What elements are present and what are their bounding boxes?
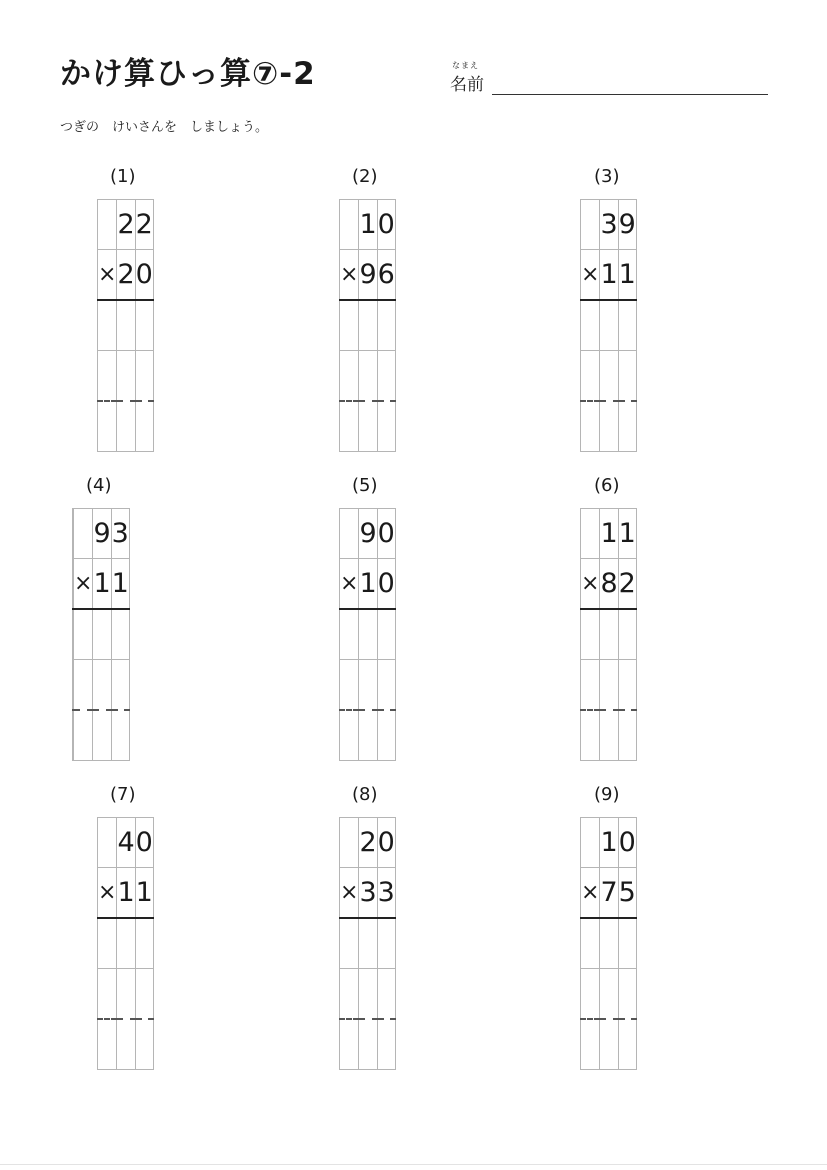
answer-cell[interactable] bbox=[377, 918, 395, 969]
answer-cell[interactable] bbox=[600, 300, 618, 351]
answer-cell[interactable] bbox=[340, 300, 359, 351]
operand-row bbox=[581, 868, 637, 919]
operand-row bbox=[98, 868, 154, 919]
operand-row bbox=[98, 200, 154, 250]
problem-label: (1) bbox=[110, 166, 136, 187]
answer-cell[interactable] bbox=[98, 969, 117, 1020]
answer-cell[interactable] bbox=[377, 1019, 395, 1070]
multiplier-digit: 1 bbox=[117, 868, 135, 919]
multiplicand-digit bbox=[98, 200, 117, 250]
answer-row bbox=[98, 918, 154, 969]
multiplication-grid bbox=[339, 508, 396, 761]
multiply-sign: × bbox=[340, 559, 359, 610]
operand-row bbox=[340, 559, 396, 610]
answer-row bbox=[98, 300, 154, 351]
answer-cell[interactable] bbox=[93, 609, 111, 660]
answer-cell[interactable] bbox=[359, 609, 377, 660]
multiplicand-digit: 9 bbox=[618, 200, 636, 250]
answer-cell[interactable] bbox=[359, 351, 377, 402]
multiplicand-digit bbox=[581, 818, 600, 868]
problem-label: (2) bbox=[352, 166, 378, 187]
answer-cell[interactable] bbox=[359, 969, 377, 1020]
answer-cell[interactable] bbox=[618, 351, 636, 402]
multiply-sign: × bbox=[340, 868, 359, 919]
answer-cell[interactable] bbox=[581, 710, 600, 761]
operand-row bbox=[340, 200, 396, 250]
multiplier-digit: 1 bbox=[135, 868, 153, 919]
answer-cell[interactable] bbox=[98, 401, 117, 452]
multiplication-grid bbox=[339, 199, 396, 452]
answer-cell[interactable] bbox=[618, 660, 636, 711]
answer-cell[interactable] bbox=[600, 660, 618, 711]
answer-row bbox=[581, 660, 637, 711]
worksheet-title: かけ算ひっ算⑦-2 bbox=[60, 56, 316, 92]
answer-cell[interactable] bbox=[600, 351, 618, 402]
answer-row bbox=[340, 660, 396, 711]
answer-cell[interactable] bbox=[581, 660, 600, 711]
multiplication-grid bbox=[339, 817, 396, 1070]
multiplicand-digit bbox=[340, 818, 359, 868]
multiplier-digit: 0 bbox=[135, 250, 153, 301]
answer-row bbox=[73, 609, 130, 660]
answer-cell[interactable] bbox=[581, 351, 600, 402]
answer-cell[interactable] bbox=[340, 401, 359, 452]
multiplicand-digit: 0 bbox=[377, 200, 395, 250]
multiplier-digit: 1 bbox=[618, 250, 636, 301]
multiply-sign: × bbox=[98, 250, 117, 301]
answer-cell[interactable] bbox=[340, 351, 359, 402]
answer-cell[interactable] bbox=[377, 401, 395, 452]
multiplicand-digit: 9 bbox=[93, 509, 111, 559]
multiplicand-digit: 9 bbox=[359, 509, 377, 559]
answer-cell[interactable] bbox=[377, 351, 395, 402]
answer-row bbox=[581, 401, 637, 452]
operand-row bbox=[340, 868, 396, 919]
multiply-sign: × bbox=[581, 868, 600, 919]
multiplication-grid bbox=[580, 508, 637, 761]
multiplicand-digit: 2 bbox=[117, 200, 135, 250]
answer-cell[interactable] bbox=[74, 660, 93, 711]
multiplier-digit: 0 bbox=[377, 559, 395, 610]
answer-cell[interactable] bbox=[581, 401, 600, 452]
answer-row bbox=[340, 918, 396, 969]
problem-label: (5) bbox=[352, 475, 378, 496]
answer-row bbox=[581, 300, 637, 351]
multiplier-digit: 1 bbox=[359, 559, 377, 610]
page-bottom-divider bbox=[0, 1164, 827, 1165]
problem-label: (3) bbox=[594, 166, 620, 187]
answer-cell[interactable] bbox=[93, 660, 111, 711]
answer-cell[interactable] bbox=[340, 918, 359, 969]
answer-cell[interactable] bbox=[111, 660, 129, 711]
multiplier-digit: 3 bbox=[377, 868, 395, 919]
multiplicand-digit: 1 bbox=[600, 509, 618, 559]
answer-row bbox=[340, 300, 396, 351]
answer-row bbox=[581, 351, 637, 402]
answer-cell[interactable] bbox=[340, 1019, 359, 1070]
answer-cell[interactable] bbox=[74, 710, 93, 761]
answer-cell[interactable] bbox=[581, 300, 600, 351]
answer-cell[interactable] bbox=[135, 1019, 153, 1070]
multiplicand-digit: 2 bbox=[135, 200, 153, 250]
multiplier-digit: 5 bbox=[618, 868, 636, 919]
answer-cell[interactable] bbox=[135, 351, 153, 402]
answer-row bbox=[581, 918, 637, 969]
answer-row bbox=[340, 969, 396, 1020]
answer-cell[interactable] bbox=[111, 609, 129, 660]
multiplicand-digit: 1 bbox=[600, 818, 618, 868]
answer-cell[interactable] bbox=[618, 300, 636, 351]
answer-cell[interactable] bbox=[117, 969, 135, 1020]
operand-row bbox=[340, 250, 396, 301]
answer-cell[interactable] bbox=[98, 918, 117, 969]
answer-cell[interactable] bbox=[377, 660, 395, 711]
answer-cell[interactable] bbox=[618, 918, 636, 969]
answer-row bbox=[340, 401, 396, 452]
answer-row bbox=[340, 609, 396, 660]
answer-cell[interactable] bbox=[340, 609, 359, 660]
answer-cell[interactable] bbox=[117, 918, 135, 969]
multiplicand-digit: 3 bbox=[111, 509, 129, 559]
answer-cell[interactable] bbox=[98, 351, 117, 402]
problem-label: (9) bbox=[594, 784, 620, 805]
multiplicand-digit: 2 bbox=[359, 818, 377, 868]
multiply-sign: × bbox=[581, 250, 600, 301]
multiplication-grid bbox=[72, 508, 130, 761]
operand-row bbox=[581, 200, 637, 250]
operand-row bbox=[98, 250, 154, 301]
multiplier-digit: 2 bbox=[117, 250, 135, 301]
answer-row bbox=[340, 710, 396, 761]
answer-cell[interactable] bbox=[135, 401, 153, 452]
answer-cell[interactable] bbox=[600, 918, 618, 969]
multiplier-digit: 1 bbox=[93, 559, 111, 610]
answer-row bbox=[581, 710, 637, 761]
answer-cell[interactable] bbox=[359, 300, 377, 351]
multiplier-digit: 1 bbox=[600, 250, 618, 301]
answer-cell[interactable] bbox=[377, 969, 395, 1020]
answer-cell[interactable] bbox=[74, 609, 93, 660]
multiplicand-digit bbox=[74, 509, 93, 559]
multiplier-digit: 3 bbox=[359, 868, 377, 919]
answer-cell[interactable] bbox=[359, 660, 377, 711]
answer-cell[interactable] bbox=[581, 609, 600, 660]
answer-row bbox=[581, 609, 637, 660]
name-write-line[interactable] bbox=[492, 94, 768, 95]
multiplicand-digit: 1 bbox=[618, 509, 636, 559]
problem-label: (8) bbox=[352, 784, 378, 805]
operand-row bbox=[581, 559, 637, 610]
problem-label: (6) bbox=[594, 475, 620, 496]
multiply-sign: × bbox=[98, 868, 117, 919]
multiplier-digit: 2 bbox=[618, 559, 636, 610]
answer-cell[interactable] bbox=[618, 401, 636, 452]
name-label: 名前 bbox=[450, 75, 484, 95]
answer-cell[interactable] bbox=[581, 969, 600, 1020]
answer-cell[interactable] bbox=[111, 710, 129, 761]
answer-cell[interactable] bbox=[600, 401, 618, 452]
answer-cell[interactable] bbox=[377, 710, 395, 761]
answer-row bbox=[98, 969, 154, 1020]
multiplicand-digit: 0 bbox=[135, 818, 153, 868]
answer-row bbox=[98, 351, 154, 402]
multiplicand-digit bbox=[581, 509, 600, 559]
multiplicand-digit: 4 bbox=[117, 818, 135, 868]
operand-row bbox=[98, 818, 154, 868]
operand-row bbox=[73, 559, 130, 610]
multiply-sign: × bbox=[340, 250, 359, 301]
multiplicand-digit: 0 bbox=[618, 818, 636, 868]
answer-cell[interactable] bbox=[98, 300, 117, 351]
multiplier-digit: 6 bbox=[377, 250, 395, 301]
answer-cell[interactable] bbox=[359, 710, 377, 761]
answer-cell[interactable] bbox=[135, 300, 153, 351]
answer-row bbox=[73, 660, 130, 711]
operand-row bbox=[340, 509, 396, 559]
answer-row bbox=[98, 1019, 154, 1070]
answer-cell[interactable] bbox=[600, 1019, 618, 1070]
multiplicand-digit bbox=[98, 818, 117, 868]
multiplication-grid bbox=[580, 817, 637, 1070]
answer-cell[interactable] bbox=[135, 918, 153, 969]
operand-row bbox=[581, 818, 637, 868]
answer-cell[interactable] bbox=[93, 710, 111, 761]
multiply-sign: × bbox=[581, 559, 600, 610]
answer-row bbox=[340, 351, 396, 402]
multiplicand-digit: 0 bbox=[377, 509, 395, 559]
answer-cell[interactable] bbox=[618, 609, 636, 660]
problem-label: (7) bbox=[110, 784, 136, 805]
answer-cell[interactable] bbox=[359, 1019, 377, 1070]
answer-cell[interactable] bbox=[340, 969, 359, 1020]
multiplicand-digit: 0 bbox=[377, 818, 395, 868]
answer-cell[interactable] bbox=[135, 969, 153, 1020]
multiplier-digit: 1 bbox=[111, 559, 129, 610]
name-ruby: なまえ bbox=[452, 61, 479, 70]
name-field bbox=[450, 58, 770, 98]
multiplication-grid bbox=[580, 199, 637, 452]
answer-cell[interactable] bbox=[340, 710, 359, 761]
multiplier-digit: 8 bbox=[600, 559, 618, 610]
operand-row bbox=[340, 818, 396, 868]
answer-cell[interactable] bbox=[581, 918, 600, 969]
problem-label: (4) bbox=[86, 475, 112, 496]
answer-cell[interactable] bbox=[581, 1019, 600, 1070]
answer-cell[interactable] bbox=[600, 969, 618, 1020]
multiplication-grid bbox=[97, 817, 154, 1070]
operand-row bbox=[581, 509, 637, 559]
answer-cell[interactable] bbox=[600, 609, 618, 660]
answer-cell[interactable] bbox=[117, 401, 135, 452]
answer-cell[interactable] bbox=[98, 1019, 117, 1070]
multiplicand-digit: 1 bbox=[359, 200, 377, 250]
answer-row bbox=[581, 969, 637, 1020]
answer-cell[interactable] bbox=[618, 969, 636, 1020]
answer-cell[interactable] bbox=[618, 710, 636, 761]
answer-cell[interactable] bbox=[340, 660, 359, 711]
answer-cell[interactable] bbox=[117, 1019, 135, 1070]
operand-row bbox=[73, 509, 130, 559]
instruction-text: つぎの けいさんを しましょう。 bbox=[60, 120, 269, 135]
multiplicand-digit bbox=[340, 200, 359, 250]
answer-row bbox=[73, 710, 130, 761]
multiplication-grid bbox=[97, 199, 154, 452]
answer-cell[interactable] bbox=[377, 300, 395, 351]
answer-cell[interactable] bbox=[359, 401, 377, 452]
answer-row bbox=[340, 1019, 396, 1070]
answer-row bbox=[98, 401, 154, 452]
multiplicand-digit bbox=[340, 509, 359, 559]
multiplier-digit: 9 bbox=[359, 250, 377, 301]
answer-cell[interactable] bbox=[117, 351, 135, 402]
multiplier-digit: 7 bbox=[600, 868, 618, 919]
operand-row bbox=[581, 250, 637, 301]
multiplicand-digit: 3 bbox=[600, 200, 618, 250]
answer-row bbox=[581, 1019, 637, 1070]
answer-cell[interactable] bbox=[117, 300, 135, 351]
answer-cell[interactable] bbox=[377, 609, 395, 660]
answer-cell[interactable] bbox=[359, 918, 377, 969]
multiply-sign: × bbox=[74, 559, 93, 610]
answer-cell[interactable] bbox=[600, 710, 618, 761]
answer-cell[interactable] bbox=[618, 1019, 636, 1070]
multiplicand-digit bbox=[581, 200, 600, 250]
